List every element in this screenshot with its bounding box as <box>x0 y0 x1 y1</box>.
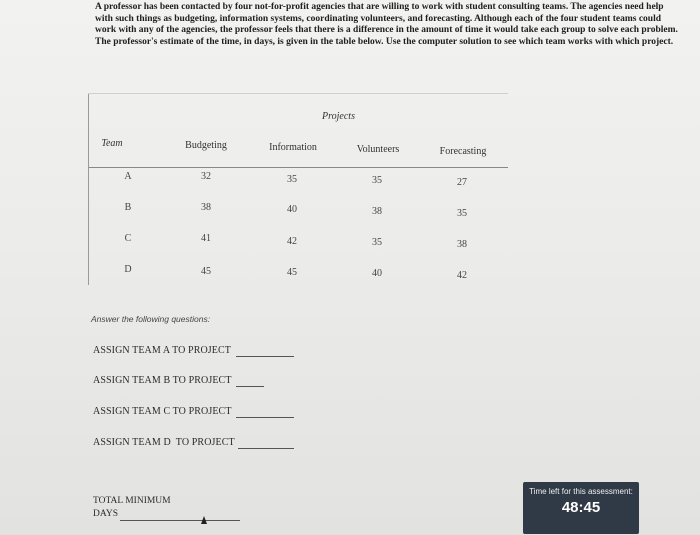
team-header: Team <box>101 138 123 149</box>
total-label-line2: DAYS <box>93 509 118 519</box>
answer-blank-team-b[interactable] <box>236 386 264 387</box>
timer-value: 48:45 <box>561 499 601 516</box>
question-team-c: ASSIGN TEAM C TO PROJECT <box>93 406 232 417</box>
table-cell: 40 <box>372 268 382 279</box>
column-header-forecasting: Forecasting <box>439 146 487 157</box>
assessment-timer <box>523 482 639 534</box>
table-cell: 38 <box>201 202 211 213</box>
table-cell: 45 <box>201 266 211 277</box>
table-cell: 35 <box>372 175 382 186</box>
table-cell: 45 <box>287 267 297 278</box>
table-top-border <box>88 93 508 94</box>
table-cell: 35 <box>457 208 467 219</box>
timer-label: Time left for this assessment: <box>529 487 633 496</box>
problem-statement: A professor has been contacted by four not-for-profit agencies that are willing to work with student consulting teams. The agencies need help with such things as budgeting, information systems, coordinating volunteers, and forecasting. Although each of the four student teams could work with any of the agencies, the professor feels that there is a difference in the amount of time it would take each group to solve each problem. The professor's estimate of the time, in days, is given in the table below. Use the computer solution to see which team works with which project. <box>95 2 678 47</box>
column-header-budgeting: Budgeting <box>185 140 227 151</box>
question-team-a: ASSIGN TEAM A TO PROJECT <box>93 345 231 356</box>
table-left-border <box>88 93 89 285</box>
projects-group-header: Projects <box>322 111 355 122</box>
total-days-blank[interactable] <box>120 520 240 521</box>
table-cell: 35 <box>372 237 382 248</box>
answer-blank-team-c[interactable] <box>236 417 294 418</box>
mouse-cursor-icon <box>201 516 207 524</box>
table-cell: 42 <box>457 270 467 281</box>
row-team-label: C <box>124 233 132 244</box>
row-team-label: B <box>124 202 132 213</box>
column-header-volunteers: Volunteers <box>356 144 400 155</box>
table-header-rule <box>89 167 508 168</box>
answer-blank-team-a[interactable] <box>236 356 294 357</box>
table-cell: 35 <box>287 174 297 185</box>
answer-blank-team-d[interactable] <box>238 448 294 449</box>
question-team-d: ASSIGN TEAM D TO PROJECT <box>93 437 235 448</box>
column-header-information: Information <box>269 142 317 153</box>
table-cell: 38 <box>372 206 382 217</box>
answer-prompt: Answer the following questions: <box>91 314 211 324</box>
table-cell: 42 <box>287 236 297 247</box>
row-team-label: A <box>124 171 132 182</box>
question-team-b: ASSIGN TEAM B TO PROJECT <box>93 375 232 386</box>
table-cell: 32 <box>201 171 211 182</box>
table-cell: 40 <box>287 204 297 215</box>
row-team-label: D <box>124 264 132 275</box>
table-cell: 41 <box>201 233 211 244</box>
table-cell: 27 <box>457 177 467 188</box>
total-label-line1: TOTAL MINIMUM <box>93 496 171 506</box>
table-cell: 38 <box>457 239 467 250</box>
